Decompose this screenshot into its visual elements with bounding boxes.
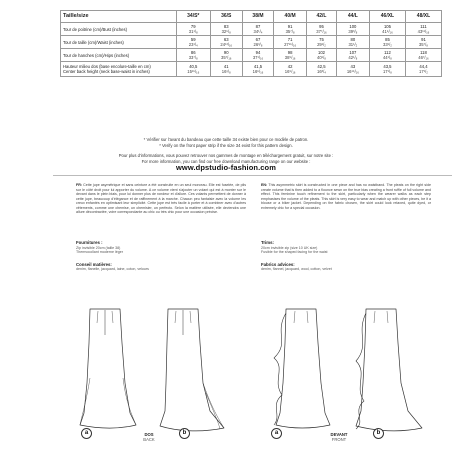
measure-cell: [307, 62, 337, 77]
cm-value: 85: [385, 37, 390, 42]
marker-b-front: b: [373, 428, 384, 439]
measure-cell: [177, 23, 211, 36]
measure-cell: [210, 23, 242, 36]
back-label-fr: DOS: [144, 432, 154, 437]
inch-value: 33⁷/₈: [188, 55, 198, 60]
measure-cell: [307, 36, 337, 49]
fabric-advice-fr-heading: Conseil matières:: [76, 262, 112, 267]
cm-value: 43,5: [383, 64, 392, 69]
cm-value: 105: [383, 24, 391, 29]
cm-value: 40,5: [189, 64, 198, 69]
lang-tag-fr: FR:: [76, 183, 82, 187]
fabric-advice-en-heading: Fabrics advices:: [261, 262, 295, 267]
inch-value: 35⁷/₈: [418, 42, 428, 47]
inch-value: 27¹⁵/₁₆: [284, 42, 297, 47]
measure-cell: [210, 62, 242, 77]
measure-cell: [242, 23, 273, 36]
measure-cell: [177, 62, 211, 77]
inch-value: 34¹/₄: [253, 29, 263, 34]
size-header: 48/XL: [405, 11, 441, 23]
inch-value: 43¹¹/₁₆: [417, 29, 430, 34]
fournitures-heading: Fournitures :: [76, 240, 103, 245]
cm-value: 94: [255, 50, 261, 55]
measure-cell: [177, 49, 211, 62]
cm-value: 98: [287, 50, 293, 55]
row-label: Tour de poitrine (cm)/Bust (inches): [61, 23, 177, 36]
skirt-back-view-b: [160, 309, 224, 431]
marker-b-back: b: [179, 428, 190, 439]
description-fr: [76, 183, 246, 215]
inch-value: 31¹/₂: [348, 42, 358, 47]
measure-cell: [177, 36, 211, 49]
lang-tag-en: EN:: [261, 183, 268, 187]
measure-cell: [242, 49, 273, 62]
size-header: 36/S: [210, 11, 242, 23]
inch-value: 16¹/₈: [221, 69, 231, 74]
row-label-fr: Hauteur milieu dos (base encolure-taille en cm): [63, 64, 151, 69]
inch-value: 37¹/₁₆: [252, 55, 264, 60]
row-label-en: Center back height (neck base-waist in inches): [63, 69, 150, 74]
measure-cell: [274, 49, 307, 62]
marker-a-back: a: [81, 428, 92, 439]
inch-value: 31¹/₈: [188, 29, 198, 34]
inch-value: 32⁵/₈: [221, 29, 231, 34]
skirt-back-view-a: [80, 309, 136, 428]
measure-cell: [369, 49, 405, 62]
cm-value: 59: [190, 37, 196, 42]
cm-value: 107: [349, 50, 357, 55]
technical-drawings: [60, 283, 445, 448]
inch-value: 23¹/₄: [188, 42, 198, 47]
size-row-waist: [61, 36, 442, 49]
cm-value: 87: [255, 24, 261, 29]
info-note-en: For more information, you can find our free download manufacturing range on our website :: [141, 159, 311, 164]
inch-value: 35⁷/₈: [285, 29, 295, 34]
row-label: Tour de hanches (cm)/Hips (inches): [61, 49, 177, 62]
skirt-front-view-a: [274, 309, 330, 428]
size-table: [60, 10, 442, 77]
cm-value: 43: [350, 64, 356, 69]
back-label-en: BACK: [143, 436, 155, 442]
cm-value: 41,5: [253, 64, 263, 69]
measure-cell: [336, 49, 369, 62]
cm-value: 91: [421, 37, 426, 42]
cm-value: 79: [190, 24, 196, 29]
fournitures-text: Zip invisible 20cm (taille 38) Thermocollant moderne léger: [76, 246, 123, 255]
size-table-header-row: [61, 11, 442, 23]
measure-cell: [405, 62, 441, 77]
front-view-label: [322, 433, 356, 443]
cm-value: 67: [255, 37, 261, 42]
inch-value: 46⁷/₁₆: [418, 55, 429, 60]
cm-value: 42,5: [317, 64, 326, 69]
inch-value: 44¹/₈: [382, 55, 392, 60]
front-label-en: FRONT: [331, 436, 347, 442]
cm-value: 90: [223, 50, 229, 55]
inch-value: 15¹⁵/₁₆: [187, 69, 200, 74]
size-note-en: * Verify on the front paper strip if the size 34 exist for this pattern design.: [159, 143, 293, 148]
fabric-advice-fr-text: denim, flanelle, jacquard, laine, coton, velours: [76, 267, 149, 271]
cm-value: 91: [287, 24, 293, 29]
inch-value: 35⁷/₁₆: [221, 55, 232, 60]
section-divider: [53, 175, 452, 176]
cm-value: 75: [319, 37, 324, 42]
size-row-bust: [61, 23, 442, 36]
cm-value: 44,4: [419, 64, 428, 69]
size-note-fr: * Vérifier sur l'avant du bandeau que cette taille 34 existe bien pour ce modèle de patron.: [143, 137, 309, 142]
measure-cell: [274, 62, 307, 77]
inch-value: 17¹/₂: [419, 69, 428, 74]
measure-cell: [369, 36, 405, 49]
skirt-flat-sketches: [60, 283, 445, 448]
size-header: 40/M: [274, 11, 307, 23]
inch-value: 42¹/₈: [348, 55, 358, 60]
measure-cell: [274, 23, 307, 36]
skirt-front-view-b: [356, 309, 422, 431]
front-label-fr: DEVANT: [330, 432, 348, 437]
marker-a-front: a: [271, 428, 282, 439]
measure-cell: [336, 23, 369, 36]
inch-value: 33¹/₂: [383, 42, 392, 47]
cm-value: 42: [287, 64, 293, 69]
measure-cell: [274, 36, 307, 49]
size-table-header-label: Taille/size: [61, 11, 177, 23]
size-header: 44/L: [336, 11, 369, 23]
measure-cell: [336, 36, 369, 49]
inch-value: 16⁵/₁₆: [252, 69, 264, 74]
cm-value: 63: [223, 37, 229, 42]
size-row-back-height: [61, 62, 442, 77]
measure-cell: [307, 23, 337, 36]
cm-value: 80: [350, 37, 356, 42]
measure-cell: [405, 49, 441, 62]
measure-cell: [369, 62, 405, 77]
row-label: [61, 62, 177, 77]
inch-value: 17¹/₈: [382, 69, 392, 74]
cm-value: 112: [384, 50, 391, 55]
measure-cell: [369, 23, 405, 36]
cm-value: 71: [287, 37, 293, 42]
inch-value: 16¹⁵/₁₆: [346, 69, 359, 74]
size-header: 38/M: [242, 11, 273, 23]
measure-cell: [242, 62, 273, 77]
cm-value: 102: [317, 50, 325, 55]
website-link[interactable]: www.dpstudio-fashion.com: [175, 163, 277, 172]
inch-value: 16⁹/₁₆: [284, 69, 296, 74]
description-en-text: This asymmetric skirt is constructed in one piece and has no waistband. The pleats on the right side create volume that is then added to a flounce sewn on the true bias creating a front ruffle of full volume and effect. This feminine touch refinement to the skirt, particularly when the wearer walks as each step emphasises the volume of the pleats. This skirt is very easy to wear and match up with other pieces, be it a blouse or a biker jacket. Depending on the fabric chosen, the skirt could look relaxed, quite dyed, or extremely chic for a special occasion.: [261, 183, 432, 210]
inch-value: 41⁵/₁₆: [382, 29, 393, 34]
trims-heading: Trims:: [261, 240, 274, 245]
cm-value: 83: [223, 24, 229, 29]
inch-value: 39³/₈: [348, 29, 358, 34]
fabric-advice-en-text: denim, flannel, jacquard, wool, cotton, velvet: [261, 267, 332, 271]
inch-value: 24¹³/₁₆: [220, 42, 233, 47]
cm-value: 111: [420, 24, 427, 29]
inch-value: 29¹/₂: [317, 42, 326, 47]
cm-value: 86: [190, 50, 196, 55]
cm-value: 95: [319, 24, 324, 29]
trims-text: 20cm invisible zip (size 10 UK size) Fusible for the shaped facing for the waist: [261, 246, 328, 255]
measure-cell: [405, 36, 441, 49]
cm-value: 41: [223, 64, 229, 69]
cm-value: 118: [420, 50, 427, 55]
inch-value: 37⁷/₁₆: [316, 29, 327, 34]
measure-cell: [405, 23, 441, 36]
description-fr-text: Cette jupe asymétrique et sans ceinture a été construite en un seul morceau. Elle est fuselée, de plis sur le côté droit pour lui apporter du volume. A ce volume vient s'ajouter un volant qui est à monter sur le devant dans le plein biais, pour lui donner plus de rondeur et d'allure. Ces volants permettent de donner à cette jupe, beaucoup d'élégance et de raffinement à la marche. Chacun peu fantaisie avec la volume les creux enfantés en optimisant leur simplicité. Cette jupe est très facile à porter et à combiner avec d'autres vêtements, comme une chemise, un chemisier, un perfecto. Selon la matière utilisée, elle deviendra une allure décontractée, voire correspondante au chic ou très chic pour une occasion précise.: [76, 183, 246, 214]
measure-cell: [307, 49, 337, 62]
size-header: 46/XL: [369, 11, 405, 23]
back-view-label: [134, 433, 164, 443]
inch-value: 38⁹/₁₆: [284, 55, 296, 60]
measure-cell: [336, 62, 369, 77]
row-label: Tour de taille (cm)/Waist (inches): [61, 36, 177, 49]
measure-cell: [242, 36, 273, 49]
size-header: 34/S*: [177, 11, 211, 23]
info-note-fr: Pour plus d'informations, vous pouvez retrouver nos gammes de montage en téléchargement gratuit, sur notre site :: [118, 153, 334, 158]
inch-value: 40¹/₈: [317, 55, 326, 60]
size-row-hips: [61, 49, 442, 62]
measure-cell: [210, 36, 242, 49]
size-header: 42/L: [307, 11, 337, 23]
inch-value: 16³/₄: [317, 69, 326, 74]
inch-value: 26³/₈: [253, 42, 263, 47]
cm-value: 100: [349, 24, 357, 29]
measure-cell: [210, 49, 242, 62]
description-en: [261, 183, 431, 210]
